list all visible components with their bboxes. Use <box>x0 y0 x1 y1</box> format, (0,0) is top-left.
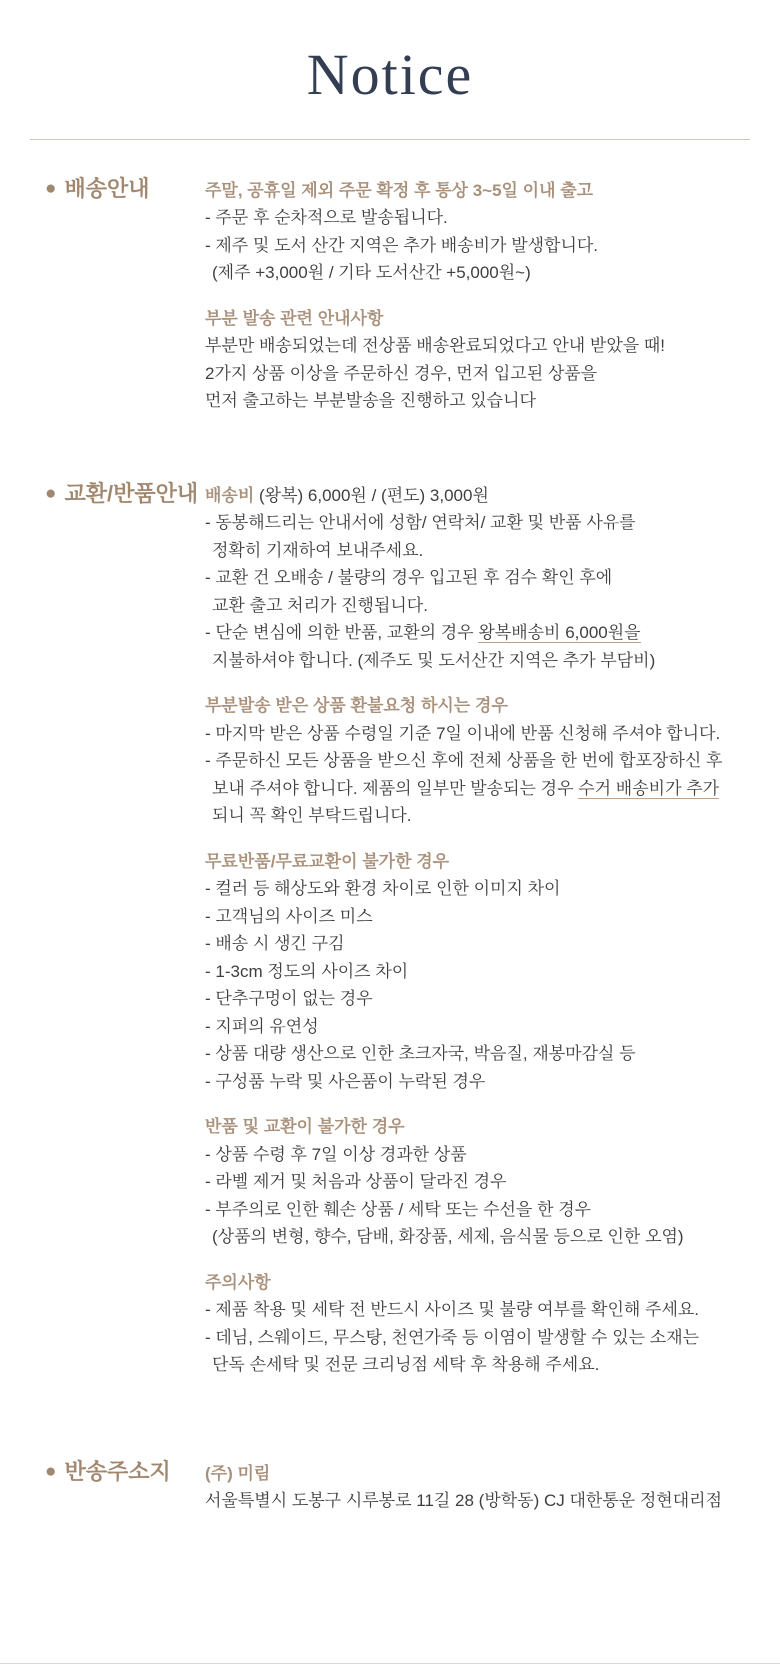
section-return-address-content <box>205 1459 780 1515</box>
section-exchange-content <box>205 481 780 1379</box>
section-label-exchange-return: 교환/반품안내 <box>64 480 199 506</box>
line-text: 보내 주셔야 합니다. 제품의 일부만 발송되는 경우 <box>212 778 579 798</box>
block-heading: 무료반품/무료교환이 불가한 경우 <box>205 851 450 871</box>
notice-line: 정확히 기재하여 보내주세요. <box>212 540 424 560</box>
section-label-shipping: 배송안내 <box>64 175 150 201</box>
notice-line: - 상품 수령 후 7일 이상 경과한 상품 <box>205 1144 467 1164</box>
notice-line: - 제주 및 도서 산간 지역은 추가 배송비가 발생합니다. <box>205 235 599 255</box>
notice-line: - 부주의로 인한 훼손 상품 / 세탁 또는 수선을 한 경우 <box>205 1199 592 1219</box>
notice-line: - 컬러 등 해상도와 환경 차이로 인한 이미지 차이 <box>205 879 561 899</box>
notice-line: - 지퍼의 유연성 <box>205 1016 319 1036</box>
notice-line: - 마지막 받은 상품 수령일 기준 7일 이내에 반품 신청해 주셔야 합니다. <box>205 723 721 743</box>
block-heading: 부분 발송 관련 안내사항 <box>205 308 384 328</box>
notice-line: - 주문 후 순차적으로 발송됩니다. <box>205 208 448 228</box>
notice-line: - 교환 건 오배송 / 불량의 경우 입고된 후 검수 확인 후에 <box>205 568 613 588</box>
section-shipping-info <box>0 176 780 415</box>
block-heading: 반품 및 교환이 불가한 경우 <box>205 1117 405 1137</box>
section-label-return-address: 반송주소지 <box>64 1458 171 1484</box>
notice-line: - 구성품 누락 및 사은품이 누락된 경우 <box>205 1071 486 1091</box>
section-shipping-content <box>205 176 780 415</box>
title-divider <box>30 139 750 140</box>
section-exchange-return-info <box>0 481 780 1379</box>
notice-line: - 라벨 제거 및 처음과 상품이 달라진 경우 <box>205 1172 507 1192</box>
shipping-fee-value: (왕복) 6,000원 / (편도) 3,000원 <box>254 485 489 505</box>
notice-line: - 동봉해드리는 안내서에 성함/ 연락처/ 교환 및 반품 사유를 <box>205 513 636 533</box>
section-exchange-label-group <box>0 481 205 507</box>
underlined-text: 수거 배송비가 추가 <box>578 778 720 798</box>
partial-shipping-block <box>205 305 780 415</box>
block-heading: 주말, 공휴일 제외 주문 확정 후 통상 3~5일 이내 출고 <box>205 180 594 200</box>
notice-line: - 배송 시 생긴 구김 <box>205 934 345 954</box>
notice-line: - 단추구멍이 없는 경우 <box>205 989 373 1009</box>
notice-line: - 데님, 스웨이드, 무스탕, 천연가죽 등 이염이 발생할 수 있는 소재는 <box>205 1327 700 1347</box>
section-bullet-icon: ● <box>45 482 57 504</box>
section-return-address <box>0 1459 780 1515</box>
notice-line <box>205 619 780 647</box>
block-heading: 주의사항 <box>205 1272 271 1292</box>
notice-line: - 고객님의 사이즈 미스 <box>205 906 373 926</box>
notice-line: - 상품 대량 생산으로 인한 초크자국, 박음질, 재봉마감실 등 <box>205 1044 636 1064</box>
free-return-not-allowed-block <box>205 848 780 1096</box>
return-address-line: 서울특별시 도봉구 시루봉로 11길 28 (방학동) CJ 대한통운 정현대리점 <box>205 1491 722 1511</box>
notice-line: 2가지 상품 이상을 주문하신 경우, 먼저 입고된 상품을 <box>205 363 598 383</box>
section-bullet-icon: ● <box>45 1460 57 1482</box>
notice-line: (제주 +3,000원 / 기타 도서산간 +5,000원~) <box>212 263 531 283</box>
bottom-divider <box>0 1663 780 1664</box>
shipping-fee-block <box>205 482 780 675</box>
notice-line: (상품의 변형, 향수, 담배, 화장품, 세제, 음식물 등으로 인한 오염) <box>212 1227 684 1247</box>
return-not-allowed-block <box>205 1113 780 1251</box>
partial-refund-block <box>205 692 780 830</box>
caution-block <box>205 1269 780 1379</box>
notice-line: - 1-3cm 정도의 사이즈 차이 <box>205 961 409 981</box>
block-heading <box>205 482 780 510</box>
shipping-schedule-block <box>205 177 780 287</box>
return-address-block <box>205 1460 780 1515</box>
notice-line: 먼저 출고하는 부분발송을 진행하고 있습니다 <box>205 391 536 411</box>
notice-line: 부분만 배송되었는데 전상품 배송완료되었다고 안내 받았을 때! <box>205 336 666 356</box>
notice-line: - 제품 착용 및 세탁 전 반드시 사이즈 및 불량 여부를 확인해 주세요. <box>205 1300 700 1320</box>
underlined-text: 왕복배송비 6,000원을 <box>478 623 641 643</box>
notice-line: 교환 출고 처리가 진행됩니다. <box>212 595 428 615</box>
page-title: Notice <box>306 42 474 107</box>
line-text: - 단순 변심에 의한 반품, 교환의 경우 <box>205 623 479 643</box>
notice-line: - 주문하신 모든 상품을 받으신 후에 전체 상품을 한 번에 합포장하신 후 <box>205 751 723 771</box>
notice-line: 단독 손세탁 및 전문 크리닝점 세탁 후 착용해 주세요. <box>212 1355 600 1375</box>
section-shipping-label-group <box>0 176 205 202</box>
notice-line: 되니 꼭 확인 부탁드립니다. <box>212 806 412 826</box>
notice-line <box>205 775 780 803</box>
notice-line: 지불하셔야 합니다. (제주도 및 도서산간 지역은 추가 부담비) <box>212 650 656 670</box>
section-bullet-icon: ● <box>45 177 57 199</box>
section-return-address-label-group <box>0 1459 205 1485</box>
shipping-fee-label: 배송비 <box>205 485 255 505</box>
block-heading: 부분발송 받은 상품 환불요청 하시는 경우 <box>205 696 508 716</box>
company-name: (주) 미림 <box>205 1463 271 1483</box>
